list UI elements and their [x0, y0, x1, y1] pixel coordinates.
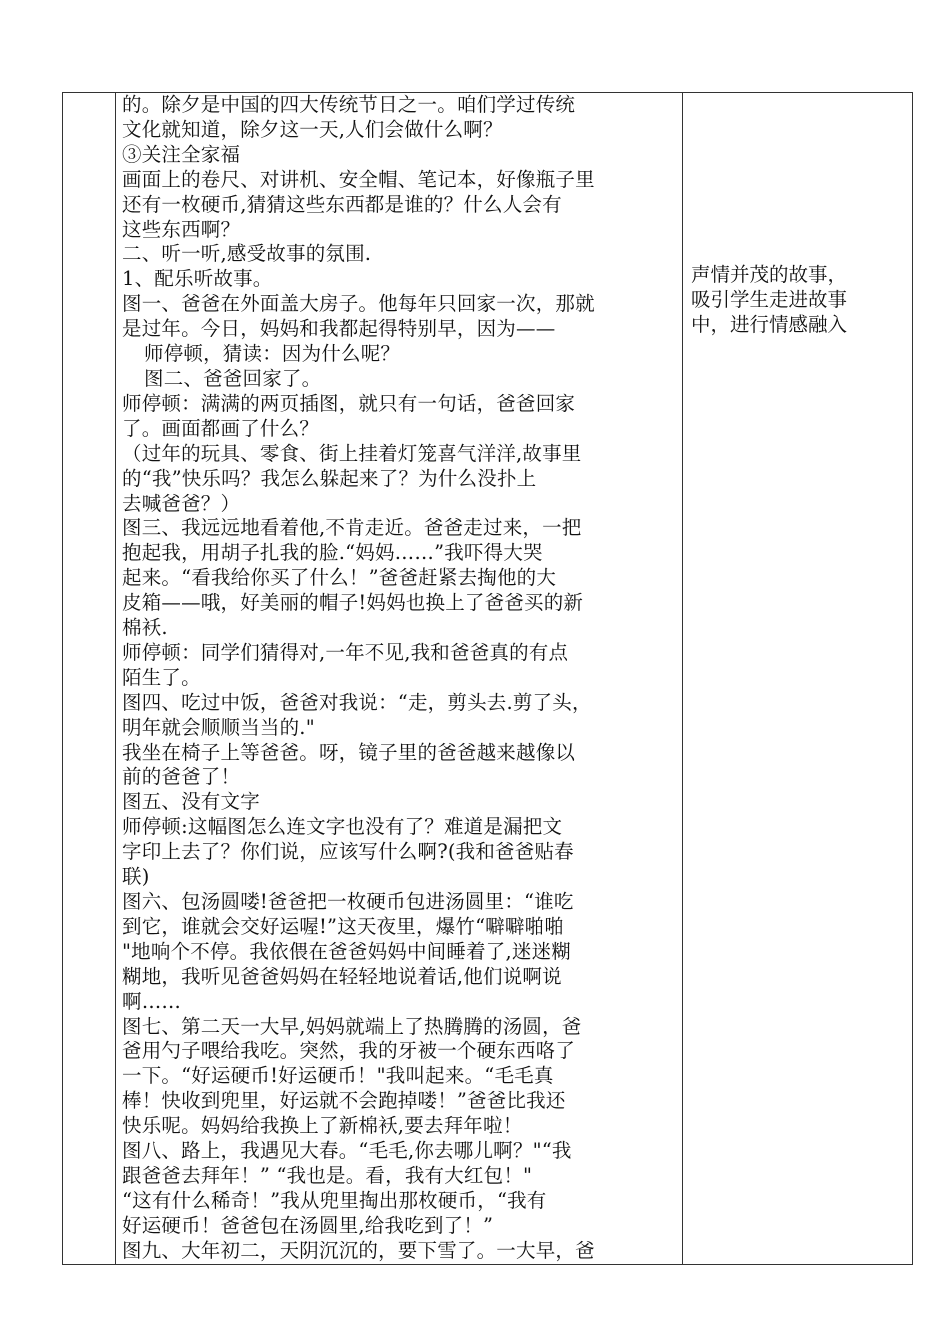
text-line: 跟爸爸去拜年！” “我也是。看，我有大红包！" — [122, 1163, 533, 1187]
text-line: 文化就知道，除夕这一天,人们会做什么啊？ — [122, 117, 503, 141]
text-line: 二、听一听,感受故事的氛围. — [122, 242, 372, 266]
text-line: 糊地，我听见爸爸妈妈在轻轻地说着话,他们说啊说 — [122, 964, 562, 988]
text-line: 1、配乐听故事。 — [122, 267, 273, 291]
text-line: 字印上去了？你们说，应该写什么啊?(我和爸爸贴春 — [122, 840, 574, 864]
text-line: 师停顿：满满的两页插图，就只有一句话，爸爸回家 — [122, 391, 576, 415]
text-line: 前的爸爸了！ — [122, 765, 241, 789]
text-line: ③关注全家福 — [122, 142, 241, 166]
text-line: （过年的玩具、零食、街上挂着灯笼喜气洋洋,故事里 — [122, 441, 582, 465]
text-line: 到它，谁就会交好运喔!”这天夜里，爆竹“噼噼啪啪 — [122, 914, 565, 938]
text-line: 棒！快收到兜里，好运就不会跑掉喽！”爸爸比我还 — [122, 1089, 566, 1113]
text-line: 去喊爸爸？） — [122, 491, 241, 515]
table-row — [63, 93, 913, 1265]
text-line: 图四、吃过中饭，爸爸对我说：“走，剪头去.剪了头， — [122, 690, 592, 714]
text-line: 师停顿:这幅图怎么连文字也没有了？难道是漏把文 — [122, 815, 563, 839]
teaching-process-text — [122, 93, 678, 1264]
text-line: 图一、爸爸在外面盖大房子。他每年只回家一次，那就 — [122, 292, 595, 316]
text-line: "地响个不停。我依偎在爸爸妈妈中间睡着了,迷迷糊 — [122, 939, 571, 963]
lesson-plan-table — [62, 92, 913, 1265]
text-line: 明年就会顺顺当当的." — [122, 715, 315, 739]
text-line: 抱起我，用胡子扎我的脸.“妈妈……”我吓得大哭 — [122, 541, 543, 565]
text-line: 皮箱——哦，好美丽的帽子!妈妈也换上了爸爸买的新 — [122, 591, 584, 615]
design-intent-cell — [683, 93, 913, 1265]
text-line: 图三、我远远地看着他,不肯走近。爸爸走过来，一把 — [122, 516, 582, 540]
text-line: “这有什么稀奇！”我从兜里掏出那枚硬币，“我有 — [122, 1188, 547, 1212]
text-line: 爸用勺子喂给我吃。突然，我的牙被一个硬东西咯了 — [122, 1039, 576, 1063]
text-line: 还有一枚硬币,猜猜这些东西都是谁的？什么人会有 — [122, 192, 562, 216]
text-line: 陌生了。 — [122, 665, 201, 689]
design-intent-line: 中，进行情感融入 — [691, 312, 848, 336]
text-line: 快乐呢。妈妈给我换上了新棉袄,要去拜年啦！ — [122, 1114, 523, 1138]
text-line: 啊…… — [122, 989, 182, 1013]
text-line: 这些东西啊？ — [122, 217, 241, 241]
text-line: 图八、路上，我遇见大春。“毛毛,你去哪儿啊？"“我 — [122, 1139, 572, 1163]
text-line: 图六、包汤圆喽!爸爸把一枚硬币包进汤圆里：“谁吃 — [122, 890, 574, 913]
text-line: 棉袄. — [122, 616, 168, 640]
teaching-process-cell — [116, 93, 683, 1265]
text-line: 图七、第二天一大早,妈妈就端上了热腾腾的汤圆，爸 — [122, 1014, 582, 1038]
text-line: 图九、大年初二，天阴沉沉的，要下雪了。一大早，爸 — [122, 1238, 595, 1262]
text-line: 的“我”快乐吗？我怎么躲起来了？为什么没扑上 — [122, 466, 537, 490]
design-intent-line: 吸引学生走进故事 — [691, 287, 848, 311]
text-line: 我坐在椅子上等爸爸。呀，镜子里的爸爸越来越像以 — [122, 740, 576, 764]
left-blank-cell — [63, 93, 116, 1265]
text-line: 了。画面都画了什么？ — [122, 416, 320, 440]
text-line: 图五、没有文字 — [122, 790, 260, 814]
text-line: 师停顿：同学们猜得对,一年不见,我和爸爸真的有点 — [122, 640, 569, 664]
design-intent-line: 声情并茂的故事， — [691, 263, 848, 286]
text-line: 好运硬币！爸爸包在汤圆里,给我吃到了！” — [122, 1213, 494, 1237]
text-line: 师停顿，猜读：因为什么呢？ — [144, 342, 401, 366]
text-line: 联) — [122, 865, 150, 889]
text-line: 的。除夕是中国的四大传统节日之一。咱们学过传统 — [122, 93, 576, 116]
text-line: 是过年。今日，妈妈和我都起得特别早，因为—— — [122, 317, 556, 341]
text-line: 起来。“看我给你买了什么！”爸爸赶紧去掏他的大 — [122, 566, 557, 590]
text-line: 一下。“好运硬币!好运硬币！"我叫起来。“毛毛真 — [122, 1064, 554, 1088]
text-line: 图二、爸爸回家了。 — [144, 366, 322, 390]
text-line: 画面上的卷尺、对讲机、安全帽、笔记本，好像瓶子里 — [122, 167, 595, 191]
